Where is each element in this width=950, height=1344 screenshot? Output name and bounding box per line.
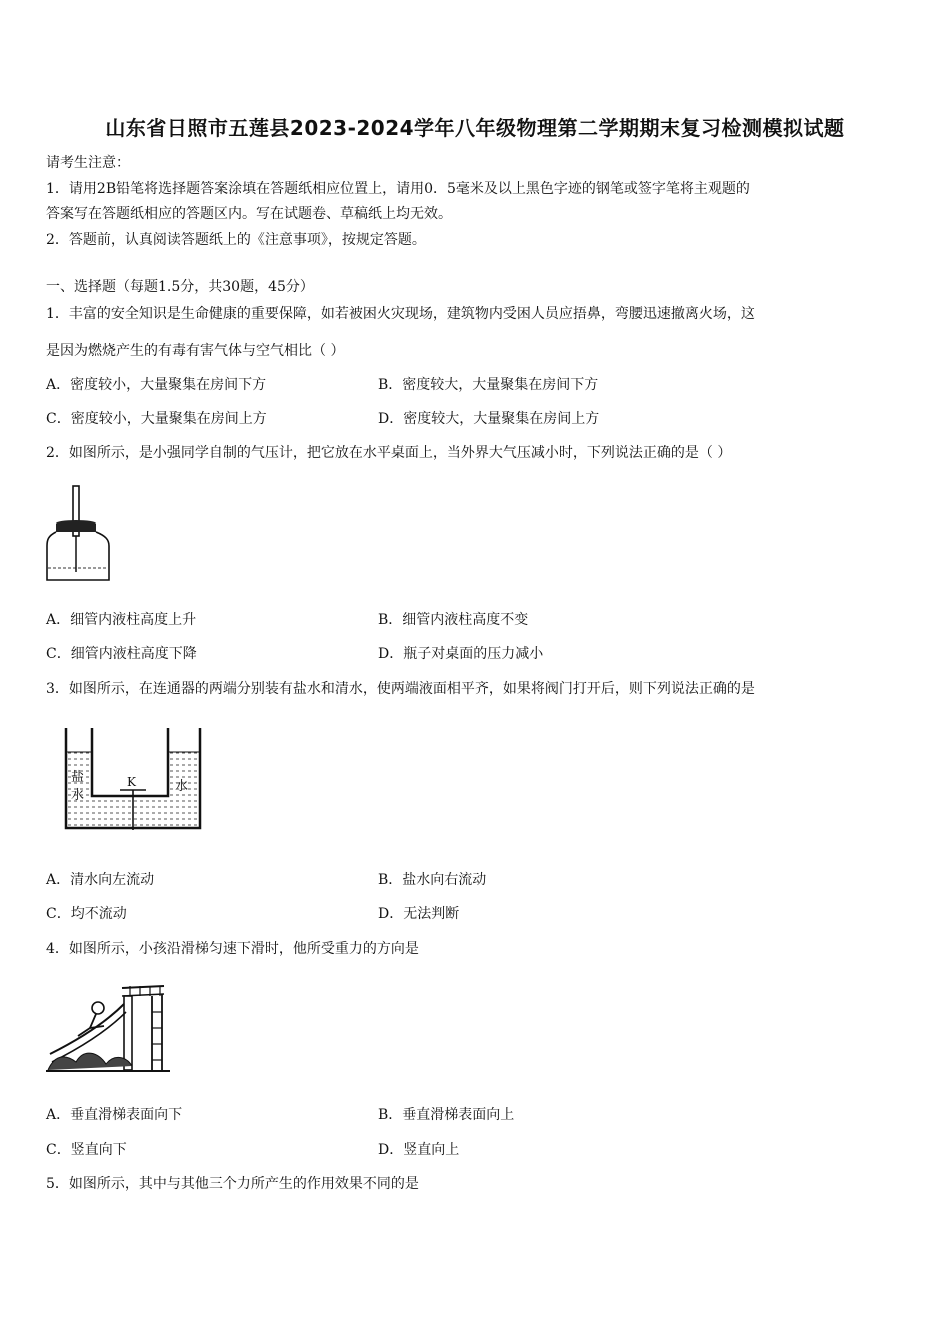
q4-option-a[interactable]: A．垂直滑梯表面向下 <box>46 1107 183 1123</box>
q3-stem: 3．如图所示，在连通器的两端分别装有盐水和清水，使两端液面相平齐，如果将阀门打开后，则下列说法正确的是 <box>46 681 755 697</box>
q1-option-d[interactable]: D．密度较大，大量聚集在房间上方 <box>378 411 600 427</box>
connected-vessel-figure <box>62 726 208 834</box>
q1-option-b[interactable]: B．密度较大，大量聚集在房间下方 <box>378 377 599 393</box>
q1-stem-line-1: 1．丰富的安全知识是生命健康的重要保障，如若被困火灾现场，建筑物内受困人员应捂鼻，弯腰迅速撤离火场，这 <box>46 306 755 322</box>
salt-water-label-2: 水 <box>71 788 85 803</box>
slide-figure <box>46 982 170 1074</box>
page-title: 山东省日照市五莲县2023-2024学年八年级物理第二学期期末复习检测模拟试题 <box>105 116 845 140</box>
q4-option-d[interactable]: D．竖直向上 <box>378 1142 460 1158</box>
q4-option-b[interactable]: B．垂直滑梯表面向上 <box>378 1107 515 1123</box>
fresh-water-label: 水 <box>175 779 189 794</box>
q2-option-a[interactable]: A．细管内液柱高度上升 <box>46 612 197 628</box>
q3-option-c[interactable]: C．均不流动 <box>46 906 127 922</box>
q2-stem: 2．如图所示，是小强同学自制的气压计，把它放在水平桌面上，当外界大气压减小时，下列说法正确的是（ ） <box>46 445 732 461</box>
notice-line-2: 答案写在答题纸相应的答题区内。写在试题卷、草稿纸上均无效。 <box>46 206 452 222</box>
notice-line-1: 1．请用2B铅笔将选择题答案涂填在答题纸相应位置上，请用0．5毫米及以上黑色字迹的钢笔或签字笔将主观题的 <box>46 181 750 197</box>
valve-label: K <box>127 775 136 789</box>
q5-stem: 5．如图所示，其中与其他三个力所产生的作用效果不同的是 <box>46 1176 419 1192</box>
q1-stem-line-2: 是因为燃烧产生的有毒有害气体与空气相比（ ） <box>46 343 345 359</box>
salt-water-label-1: 盐 <box>71 770 85 785</box>
q3-option-b[interactable]: B．盐水向右流动 <box>378 872 487 888</box>
section-heading: 一、选择题（每题1.5分，共30题，45分） <box>46 279 314 295</box>
q1-option-c[interactable]: C．密度较小，大量聚集在房间上方 <box>46 411 267 427</box>
notice-heading: 请考生注意： <box>46 155 130 171</box>
notice-line-3: 2．答题前，认真阅读答题纸上的《注意事项》，按规定答题。 <box>46 232 426 248</box>
q4-stem: 4．如图所示，小孩沿滑梯匀速下滑时，他所受重力的方向是 <box>46 941 419 957</box>
q1-option-a[interactable]: A．密度较小，大量聚集在房间下方 <box>46 377 267 393</box>
barometer-figure <box>44 484 116 586</box>
q3-option-a[interactable]: A．清水向左流动 <box>46 872 155 888</box>
q3-option-d[interactable]: D．无法判断 <box>378 906 460 922</box>
q2-option-d[interactable]: D．瓶子对桌面的压力减小 <box>378 646 544 662</box>
q2-option-b[interactable]: B．细管内液柱高度不变 <box>378 612 529 628</box>
q4-option-c[interactable]: C．竖直向下 <box>46 1142 127 1158</box>
q2-option-c[interactable]: C．细管内液柱高度下降 <box>46 646 197 662</box>
